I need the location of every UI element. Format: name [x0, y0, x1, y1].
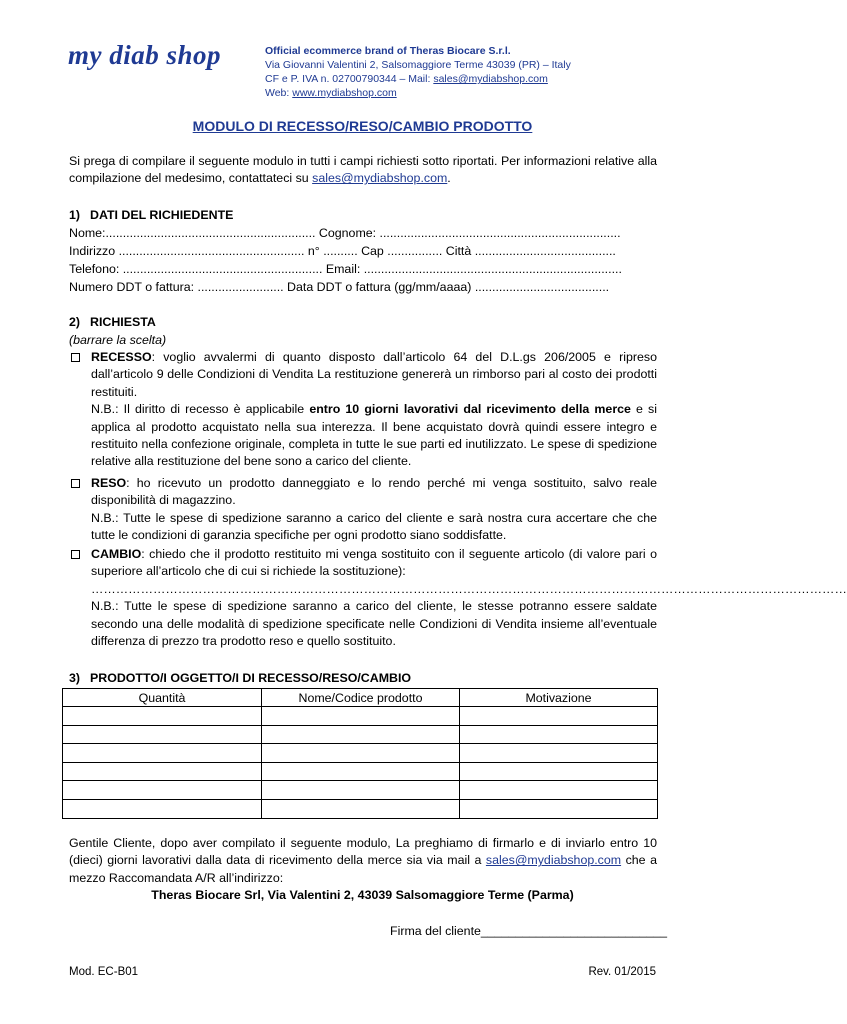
section3-number: 3)	[69, 671, 81, 685]
recesso-text: : voglio avvalermi di quanto disposto dall’articolo 64 del D.L.gs 206/2005 e ripreso dall’articolo 9 delle Condizioni di Vendita La restituzione genererà un rimborso pari al costo dei prodotti restituiti.	[91, 350, 657, 399]
product-table-header	[63, 689, 658, 707]
section1-heading	[69, 207, 233, 224]
cell-product[interactable]	[262, 799, 460, 818]
cell-quantity[interactable]	[63, 707, 262, 726]
cambio-label: CAMBIO	[91, 547, 142, 561]
field-line-phone[interactable]: Telefono: .......................................................... Email: ...........................................................................	[69, 262, 622, 276]
cell-product[interactable]	[262, 781, 460, 800]
column-header-product: Nome/Codice prodotto	[262, 689, 460, 707]
cell-reason[interactable]	[460, 744, 658, 763]
intro-text: Si prega di compilare il seguente modulo in tutti i campi richiesti sotto riportati. Per informazioni relative alla compilazione del medesimo, contattateci su	[69, 154, 657, 186]
brand-line: Official ecommerce brand of Theras Biocare S.r.l.	[265, 45, 511, 57]
field-line-name[interactable]: Nome:............................................................. Cognome: ......................................................................	[69, 226, 621, 240]
cambio-text-block	[91, 546, 657, 581]
recesso-label: RECESSO	[91, 350, 152, 364]
option-cambio	[69, 546, 847, 650]
tax-prefix: CF e P. IVA n. 02700790344 – Mail:	[265, 73, 434, 85]
cambio-article-line[interactable]: …………………………………………………………………………………………………………………………………………………………………	[91, 581, 847, 596]
cell-quantity[interactable]	[63, 744, 262, 763]
table-row	[63, 781, 658, 800]
reso-text: : ho ricevuto un prodotto danneggiato e lo rendo perché mi venga sostituito, salvo reale disponibilità di magazzino.	[91, 476, 657, 508]
header-web-link[interactable]: www.mydiabshop.com	[292, 87, 397, 99]
cell-product[interactable]	[262, 762, 460, 781]
footer-model-code: Mod. EC-B01	[69, 966, 139, 978]
table-row	[63, 744, 658, 763]
section2-heading	[69, 314, 156, 331]
column-header-quantity: Quantità	[63, 689, 262, 707]
section2-note: (barrare la scelta)	[69, 333, 167, 347]
cell-quantity[interactable]	[63, 781, 262, 800]
cell-reason[interactable]	[460, 725, 658, 744]
cambio-nb: N.B.: Tutte le spese di spedizione saranno a carico del cliente, le stesse potranno essere saldate secondo una delle modalità di spedizione specificate nelle Condizioni di Vendita insieme all’eventuale differenza di prezzo tra prodotto reso e quello sostituito.	[91, 599, 657, 649]
cell-reason[interactable]	[460, 762, 658, 781]
cell-reason[interactable]	[460, 799, 658, 818]
web-prefix: Web:	[265, 87, 293, 99]
recesso-checkbox[interactable]	[71, 353, 80, 362]
intro-mail-link[interactable]: sales@mydiabshop.com	[312, 171, 448, 186]
table-row	[63, 725, 658, 744]
cell-reason[interactable]	[460, 707, 658, 726]
tax-mail-line	[265, 72, 571, 86]
cell-product[interactable]	[262, 725, 460, 744]
company-info	[265, 44, 571, 100]
section1-number: 1)	[69, 208, 81, 222]
document-title: MODULO DI RECESSO/RESO/CAMBIO PRODOTTO	[192, 118, 533, 134]
cell-product[interactable]	[262, 707, 460, 726]
cell-quantity[interactable]	[63, 762, 262, 781]
option-reso	[69, 475, 657, 545]
cell-quantity[interactable]	[63, 725, 262, 744]
intro-end: .	[447, 171, 451, 186]
address-line: Via Giovanni Valentini 2, Salsomaggiore Terme 43039 (PR) – Italy	[265, 59, 571, 71]
cell-reason[interactable]	[460, 781, 658, 800]
reso-checkbox[interactable]	[71, 479, 80, 488]
closing-mail-link[interactable]: sales@mydiabshop.com	[485, 853, 622, 868]
reso-text-block	[91, 475, 657, 510]
field-line-ddt[interactable]: Numero DDT o fattura: ......................... Data DDT o fattura (gg/mm/aaaa) .......................................	[69, 280, 610, 294]
column-header-reason: Motivazione	[460, 689, 658, 707]
product-table	[62, 688, 658, 819]
intro-paragraph	[69, 153, 657, 188]
table-row	[63, 762, 658, 781]
cell-product[interactable]	[262, 744, 460, 763]
closing-text: Gentile Cliente, dopo aver compilato il seguente modulo, La preghiamo di firmarlo e di inviarlo entro 10 (dieci) giorni lavorativi dalla data di ricevimento della merce sia via mail a	[69, 836, 657, 868]
section3-title: PRODOTTO/I OGGETTO/I DI RECESSO/RESO/CAMBIO	[90, 671, 412, 685]
closing-paragraph	[69, 835, 657, 887]
return-address: Theras Biocare Srl, Via Valentini 2, 43039 Salsomaggiore Terme (Parma)	[151, 888, 574, 902]
cambio-text: : chiedo che il prodotto restituito mi venga sostituito con il seguente articolo (di valore pari o superiore all’articolo che di cui si richiede la sostituzione):	[91, 547, 657, 579]
reso-label: RESO	[91, 476, 127, 490]
table-row	[63, 799, 658, 818]
signature-line[interactable]: Firma del cliente___________________________	[390, 924, 667, 938]
field-line-address[interactable]: Indirizzo ...................................................... n° .......... Cap ................ Città .........................................	[69, 244, 616, 258]
table-row	[63, 707, 658, 726]
section2-title: RICHIESTA	[90, 315, 156, 329]
recesso-nb-bold: entro 10 giorni lavorativi dal ricevimento della merce	[309, 402, 631, 417]
section2-number: 2)	[69, 315, 81, 329]
section1-title: DATI DEL RICHIEDENTE	[90, 208, 234, 222]
recesso-nb-end: e si applica al prodotto acquistato nella sua interezza. Il bene acquistato dovrà quindi essere integro e restituito nella confezione originale, completa in tutte le sue parti ed inutilizzato. Le spese di spedizione relative alla restituzione del bene sono a carico del cliente.	[91, 402, 657, 469]
footer-revision: Rev. 01/2015	[588, 966, 656, 978]
reso-nb: N.B.: Tutte le spese di spedizione saranno a carico del cliente e sarà nostra cura accertare che che tutte le condizioni di garanzia specifiche per ogni prodotto siano soddisfatte.	[91, 510, 657, 543]
cell-quantity[interactable]	[63, 799, 262, 818]
recesso-nb-block	[91, 401, 657, 471]
header-mail-link[interactable]: sales@mydiabshop.com	[433, 73, 548, 85]
option-recesso	[69, 349, 657, 471]
web-line	[265, 86, 571, 100]
recesso-text-block	[91, 349, 657, 401]
brand-logo: my diab shop	[68, 40, 222, 70]
recesso-nb-start: N.B.: Il diritto di recesso è applicabile	[91, 402, 310, 417]
section3-heading	[69, 670, 411, 687]
cambio-checkbox[interactable]	[71, 550, 80, 559]
closing-end: che a mezzo Raccomandata A/R all’indirizzo:	[69, 853, 657, 885]
